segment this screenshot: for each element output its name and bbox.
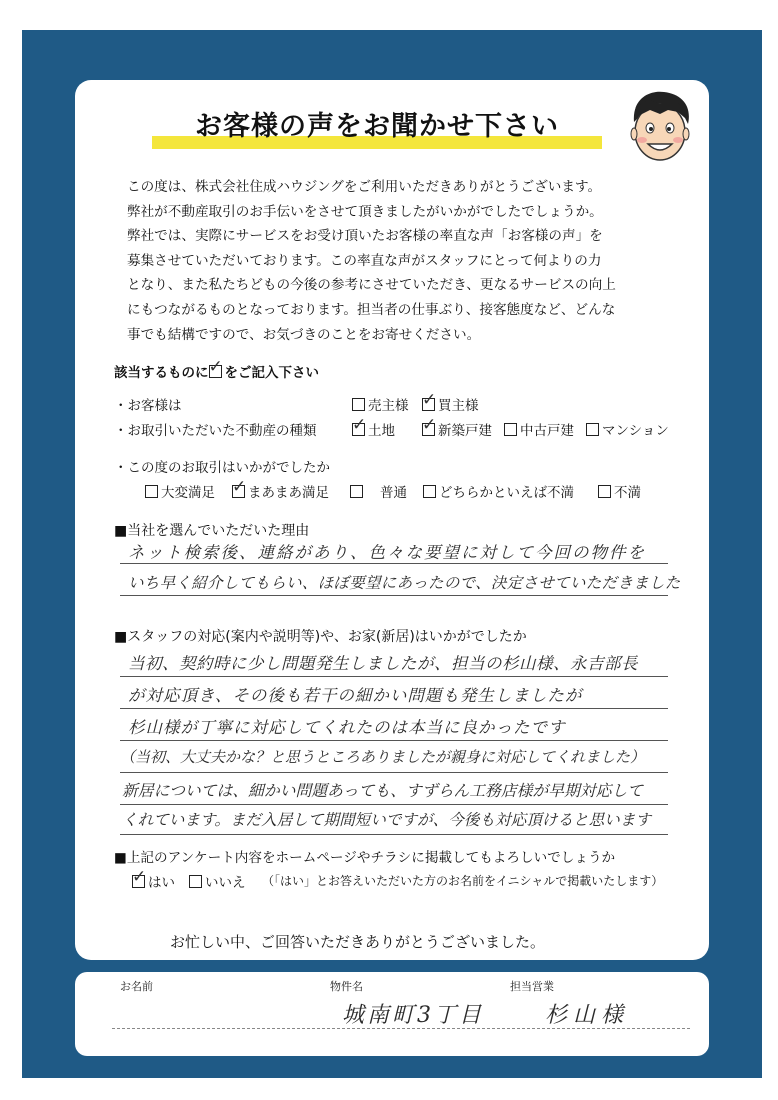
cartoon-face-illustration (620, 88, 700, 168)
option-label: 中古戸建 (520, 423, 574, 439)
option-label: まあまあ満足 (248, 485, 329, 501)
staff-heading: ■スタッフの対応(案内や説明等)や、お家(新居)はいかがでしたか (114, 629, 527, 645)
reason-heading: ■当社を選んでいただいた理由 (114, 523, 310, 539)
publish-note: （「はい」とお答えいただいた方のお名前をイニシャルで掲載いたします） (262, 874, 664, 888)
checkbox-icon[interactable] (504, 423, 517, 436)
intro-line: にもつながるものとなっております。担当者の仕事ぶり、接客態度など、どんな (127, 301, 616, 318)
option-seller[interactable] (352, 394, 409, 414)
intro-line: 事でも結構ですので、お気づきのことをお寄せください。 (127, 326, 481, 343)
thanks-message: お忙しい中、ご回答いただきありがとうございました。 (170, 933, 546, 951)
property-label: 物件名 (330, 980, 363, 993)
q-satisfaction-label: ・この度のお取引はいかがでしたか (114, 460, 330, 476)
option-label: どちらかといえば不満 (439, 485, 574, 501)
staff-answer-line: 杉山様が丁寧に対応してくれたのは本当に良かったです (128, 718, 566, 737)
answer-underline (120, 595, 668, 596)
check-mark: ✓ (422, 415, 437, 435)
staff-answer-line: 当初、契約時に少し問題発生しましたが、担当の杉山様、永吉部長 (128, 654, 638, 673)
reason-answer-line: いち早く紹介してもらい、ほぼ要望にあったので、決定させていただきました (128, 574, 681, 592)
intro-line: この度は、株式会社住成ハウジングをご利用いただきありがとうございます。 (127, 179, 602, 195)
option-label: 不満 (614, 485, 641, 501)
option-no[interactable] (189, 871, 246, 891)
checkbox-icon[interactable] (352, 398, 365, 411)
checkbox-icon[interactable] (423, 485, 436, 498)
option-label: 大変満足 (161, 485, 215, 501)
instruction-text-before: 該当するものに (114, 365, 209, 381)
option-fairly-satisfied[interactable] (232, 477, 329, 501)
option-normal[interactable] (350, 481, 407, 501)
check-mark: ✓ (422, 390, 437, 410)
checkbox-icon[interactable] (422, 390, 437, 411)
q-property-label: ・お取引いただいた不動産の種類 (114, 423, 317, 439)
staff-answer-line: が対応頂き、その後も若干の細かい問題も発生しましたが (128, 686, 583, 705)
checkbox-icon[interactable] (350, 485, 363, 498)
option-label: 普通 (380, 485, 407, 501)
publish-heading: ■上記のアンケート内容をホームページやチラシに掲載してもよろしいでしょうか (114, 850, 616, 866)
option-somewhat-dissatisfied[interactable] (423, 481, 574, 501)
option-used-house[interactable] (504, 419, 574, 439)
checkbox-icon[interactable] (422, 415, 437, 436)
checkbox-icon[interactable] (145, 485, 158, 498)
option-label: マンション (602, 423, 669, 439)
intro-line: 弊社が不動産取引のお手伝いをさせて頂きましたがいかがでしたでしょうか。 (127, 203, 603, 220)
checkbox-icon (208, 357, 223, 378)
intro-line: となり、また私たちどもの今後の参考にさせていただき、更なるサービスの向上 (127, 277, 616, 294)
intro-line: 募集させていただいております。この率直な声がスタッフにとって何よりの力 (127, 252, 602, 269)
intro-line: 弊社では、実際にサービスをお受け頂いたお客様の率直な声「お客様の声」を (127, 228, 603, 245)
option-label: 土地 (368, 423, 395, 439)
staff-answer-line: （当初、大丈夫かな？と思うところありましたが親身に対応してくれました） (120, 748, 646, 766)
answer-underline (120, 740, 668, 741)
answer-underline (120, 804, 668, 805)
checkbox-icon[interactable] (132, 867, 147, 888)
name-label: お名前 (120, 980, 153, 993)
property-value: 城南町3丁目 (342, 1003, 484, 1028)
checkbox-icon[interactable] (232, 477, 247, 498)
option-label: 新築戸建 (438, 423, 492, 439)
check-mark: ✓ (232, 477, 247, 497)
page-title: お客様の声をお聞かせ下さい (195, 111, 559, 142)
intro-text (127, 175, 687, 347)
option-label: いいえ (205, 875, 246, 891)
option-label: はい (148, 875, 175, 891)
option-land[interactable] (352, 415, 395, 439)
option-buyer[interactable] (422, 390, 479, 414)
footer-underline (112, 1028, 690, 1029)
option-mansion[interactable] (586, 419, 669, 439)
instruction-text-after: をご記入下さい (224, 365, 319, 381)
reason-answer-line: ネット検索後、連絡があり、色々な要望に対して今回の物件を (128, 543, 646, 562)
staff-value: 杉山様 (545, 1003, 630, 1028)
option-dissatisfied[interactable] (598, 481, 641, 501)
answer-underline (120, 772, 668, 773)
answer-underline (120, 563, 668, 564)
q-customer-label: ・お客様は (114, 398, 182, 414)
answer-underline (120, 676, 668, 677)
option-new-house[interactable] (422, 415, 492, 439)
checkbox-icon[interactable] (598, 485, 611, 498)
checkbox-icon[interactable] (189, 875, 202, 888)
checkbox-instruction (114, 357, 319, 381)
staff-answer-line: くれています。まだ入居して期間短いですが、今後も対応頂けると思います (122, 811, 651, 829)
option-label: 買主様 (438, 398, 479, 414)
option-very-satisfied[interactable] (145, 481, 215, 501)
check-mark: ✓ (352, 415, 367, 435)
answer-underline (120, 834, 668, 835)
checkbox-icon[interactable] (586, 423, 599, 436)
check-mark: ✓ (208, 357, 223, 377)
option-yes[interactable] (132, 867, 175, 891)
check-mark: ✓ (132, 867, 147, 887)
staff-answer-line: 新居については、細かい問題あっても、すずらん工務店様が早期対応して (122, 781, 643, 800)
answer-underline (120, 708, 668, 709)
option-label: 売主様 (368, 398, 409, 414)
checkbox-icon[interactable] (352, 415, 367, 436)
staff-label: 担当営業 (510, 980, 554, 993)
